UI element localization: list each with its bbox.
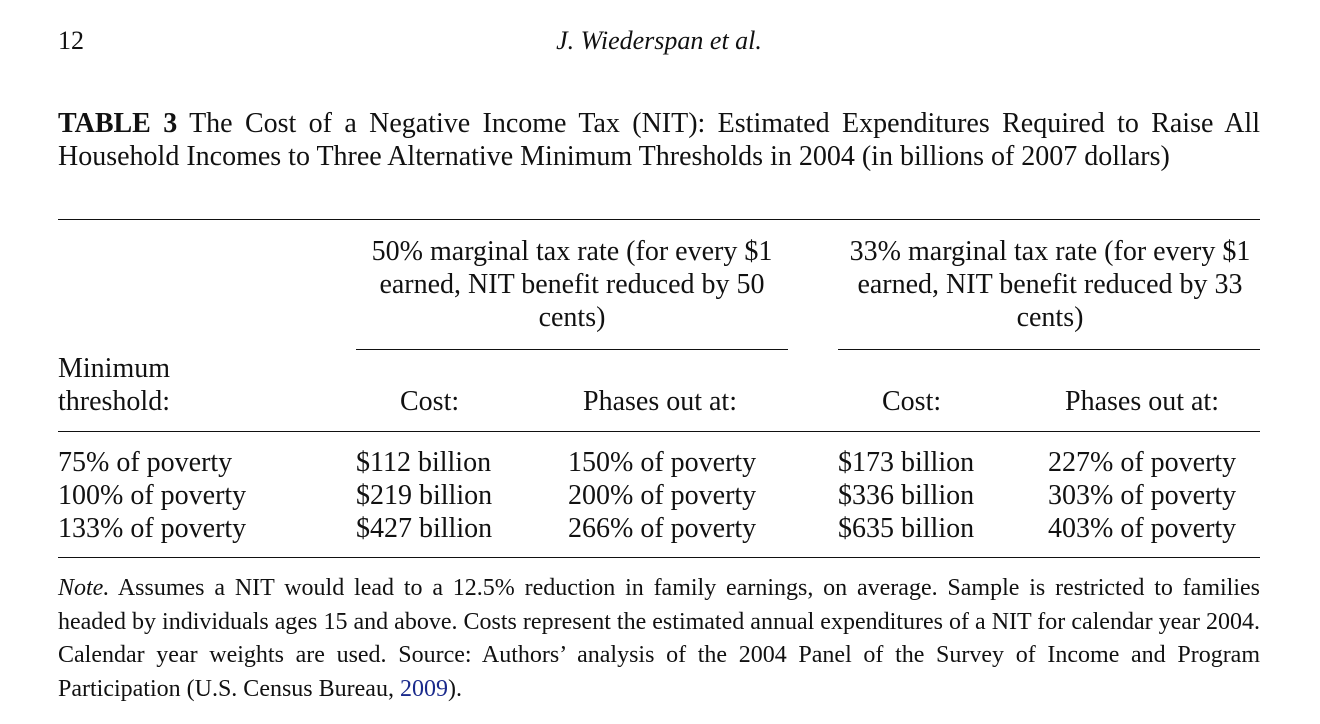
citation-link[interactable]: 2009 bbox=[399, 675, 448, 702]
table-row-cost-50: $427 billion bbox=[356, 513, 493, 544]
table-row-phase-50: 200% of poverty bbox=[568, 480, 757, 511]
table-row-cost-50: $112 billion bbox=[356, 447, 492, 478]
column-header-cost-50: Cost: bbox=[400, 386, 460, 417]
table-note bbox=[58, 572, 1260, 706]
table-caption bbox=[58, 107, 1260, 173]
row-header-line1: Minimum bbox=[58, 353, 171, 384]
table-row-cost-33: $173 billion bbox=[838, 447, 975, 478]
table-row-cost-33: $635 billion bbox=[838, 513, 975, 544]
note-text-end: ). bbox=[447, 675, 462, 702]
table-row-phase-33: 403% of poverty bbox=[1048, 513, 1237, 544]
table-bottom-rule bbox=[58, 557, 1260, 558]
group-header-33: 33% marginal tax rate (for every $1 earned, NIT benefit reduced by 33 cents) bbox=[849, 236, 1251, 333]
table-caption-text: The Cost of a Negative Income Tax (NIT): Estimated Expenditures Required to Raise All Household Incomes to Three Alternative Minimum Thresholds in 2004 (in billions of 2007 dollars) bbox=[58, 108, 1260, 172]
group-header-50: 50% marginal tax rate (for every $1 earned, NIT benefit reduced by 50 cents) bbox=[371, 236, 773, 333]
table-row-threshold: 133% of poverty bbox=[58, 513, 247, 544]
table-row-cost-33: $336 billion bbox=[838, 480, 975, 511]
group-rule-33 bbox=[838, 349, 1260, 350]
page-number: 12 bbox=[58, 26, 84, 55]
note-label: Note. bbox=[58, 575, 110, 601]
table-row-threshold: 100% of poverty bbox=[58, 480, 247, 511]
running-title: J. Wiederspan et al. bbox=[556, 26, 762, 55]
table-top-rule bbox=[58, 219, 1260, 220]
row-header-line2: threshold: bbox=[58, 386, 170, 417]
table-row-phase-33: 227% of poverty bbox=[1048, 447, 1237, 478]
page bbox=[58, 0, 1260, 724]
column-header-cost-33: Cost: bbox=[882, 386, 942, 417]
table-row-threshold: 75% of poverty bbox=[58, 447, 233, 478]
table-label: TABLE 3 bbox=[58, 108, 178, 139]
column-header-phase-50: Phases out at: bbox=[583, 386, 737, 417]
table-row-phase-50: 266% of poverty bbox=[568, 513, 757, 544]
column-header-phase-33: Phases out at: bbox=[1065, 386, 1219, 417]
table-row-phase-33: 303% of poverty bbox=[1048, 480, 1237, 511]
table-header-rule bbox=[58, 431, 1260, 432]
group-rule-50 bbox=[356, 349, 788, 350]
running-head bbox=[58, 26, 1260, 58]
table-row-phase-50: 150% of poverty bbox=[568, 447, 757, 478]
table-row-cost-50: $219 billion bbox=[356, 480, 493, 511]
note-text: Assumes a NIT would lead to a 12.5% reduction in family earnings, on average. Sample is restricted to families headed by individuals ages 15 and above. Costs represent the estimated annual expenditures of a NIT for calendar year 2004. Calendar year weights are used. Source: Authors’ analysis of the 2004 Panel of the Survey of Income and Program Participation (U.S. Census Bureau, bbox=[58, 575, 1260, 702]
